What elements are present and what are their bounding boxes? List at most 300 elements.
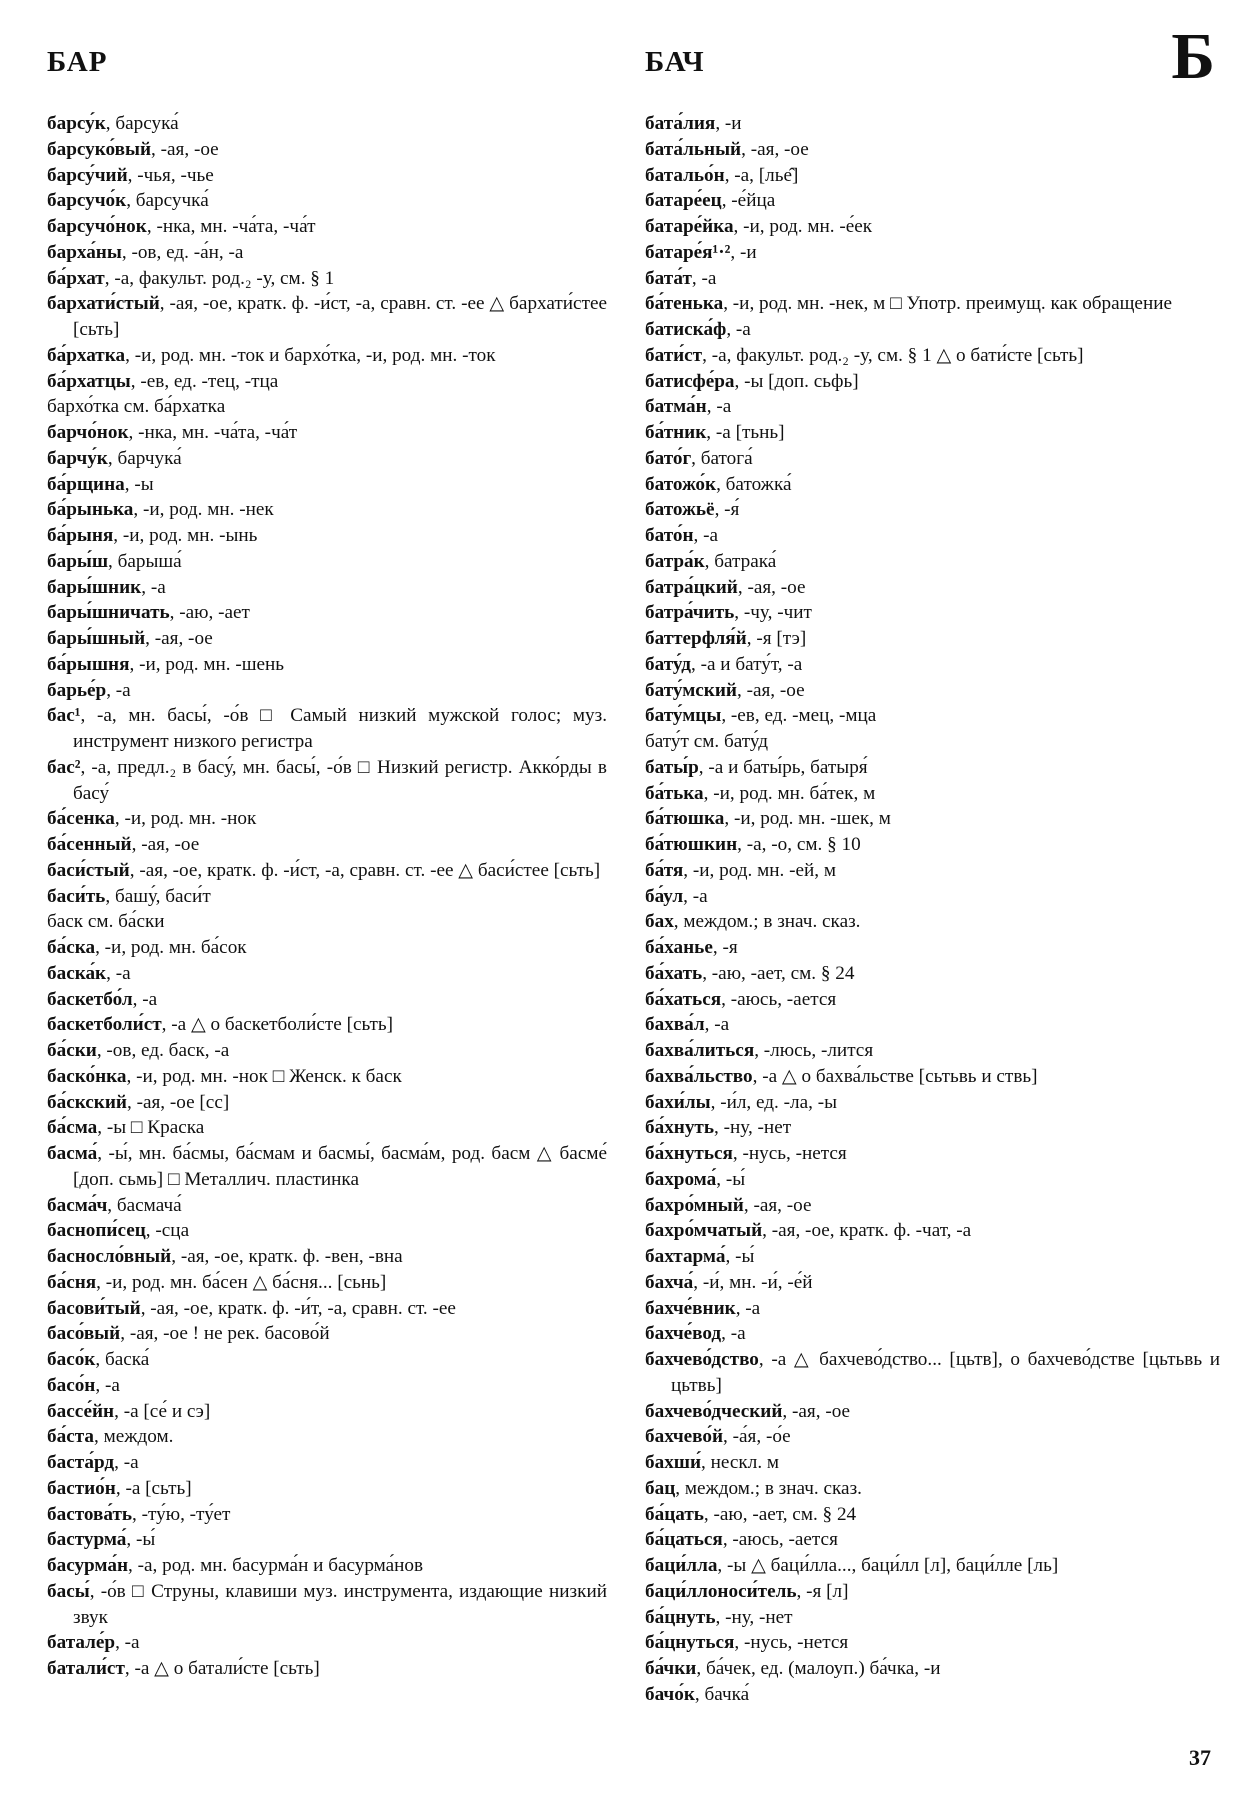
entry-body: , нескл. м bbox=[701, 1452, 780, 1473]
dictionary-entry bbox=[47, 1064, 607, 1090]
entry-body: , -и, род. мн. ба́тек, м bbox=[703, 782, 876, 804]
entry-headword: батаре́йка bbox=[645, 216, 734, 237]
dictionary-entry bbox=[645, 755, 1220, 781]
entry-body: , -а [сьть] bbox=[115, 1477, 192, 1499]
entry-body: , -ту́ю, -ту́ет bbox=[132, 1503, 231, 1525]
dictionary-entry bbox=[645, 832, 1220, 858]
dictionary-entry bbox=[645, 1012, 1220, 1038]
dictionary-entry bbox=[645, 935, 1220, 961]
entry-headword: барчо́нок bbox=[47, 422, 129, 443]
dictionary-entry bbox=[47, 1038, 607, 1064]
entry-headword: басо́вый bbox=[47, 1323, 121, 1345]
dictionary-entry bbox=[645, 961, 1220, 987]
entry-headword: бахро́мчатый bbox=[645, 1220, 763, 1242]
page-number: 37 bbox=[1189, 1745, 1211, 1770]
entry-headword: бахрома́ bbox=[645, 1168, 717, 1190]
dictionary-entry bbox=[47, 343, 607, 369]
entry-body: , -а и бату́т, -а bbox=[690, 653, 803, 675]
dictionary-entry bbox=[645, 1682, 1220, 1708]
dictionary-entry bbox=[645, 1579, 1220, 1605]
dictionary-entry bbox=[47, 1579, 607, 1631]
entry-body: , -и́, мн. -и́, -е́й bbox=[693, 1271, 813, 1293]
entry-headword: бачо́к bbox=[645, 1683, 695, 1705]
entry-headword: баско́нка bbox=[47, 1065, 127, 1087]
dictionary-entry bbox=[47, 858, 607, 884]
entry-headword: ба́ски bbox=[47, 1040, 97, 1061]
entry-body: , -и, род. мн. -ток и бархо́тка, -и, род. мн. -ток bbox=[125, 344, 496, 366]
entry-headword: бахче́вод bbox=[645, 1323, 722, 1345]
entry-body: , -а △ бахчево́дство... [цьтв], о бахчево́дстве [цьтьвь и цьтвь] bbox=[671, 1349, 1220, 1396]
entry-headword: басурма́н bbox=[47, 1555, 129, 1576]
entry-body: , -ев, ед. -мец, -мца bbox=[721, 705, 877, 727]
entry-body: , -ая, -ое bbox=[741, 138, 809, 160]
dictionary-entry bbox=[645, 884, 1220, 910]
entry-body: , -о́в □ Струны, клавиши муз. инструмента, издающие низкий звук bbox=[73, 1580, 607, 1628]
entry-headword: бары́шник bbox=[47, 576, 142, 598]
entry-body: , -а △ о батали́сте [сьть] bbox=[124, 1658, 320, 1679]
entry-body: , -а bbox=[704, 1014, 730, 1036]
entry-headword: ба́рхатка bbox=[47, 344, 126, 366]
entry-body: , -ну, -нет bbox=[715, 1606, 793, 1628]
entry-body: , -а, мн. басы́, -о́в □ Самый низкий мужской голос; муз. инструмент низкого регистра bbox=[73, 705, 607, 752]
entry-body: , -чу, -чит bbox=[734, 602, 812, 624]
entry-headword: баси́ть bbox=[47, 885, 106, 907]
entry-body: , -и, род. мн. -нек, м □ Употр. преимущ. как обращение bbox=[723, 293, 1172, 315]
entry-body: , -и, род. мн. -нок bbox=[114, 808, 257, 830]
entry-headword: ба́цаться bbox=[645, 1529, 723, 1551]
dictionary-entry bbox=[47, 987, 607, 1013]
dictionary-entry bbox=[47, 1193, 607, 1219]
entry-body: , баска́ bbox=[95, 1349, 150, 1370]
entry-body: , -и, род. мн. ба́сок bbox=[95, 937, 247, 958]
dictionary-entry bbox=[47, 1450, 607, 1476]
entry-body: , -а bbox=[721, 1323, 746, 1345]
dictionary-entry bbox=[47, 1656, 607, 1682]
entry-headword: барсу́к bbox=[47, 113, 106, 134]
entry-headword: бату́д bbox=[645, 653, 691, 675]
dictionary-entry bbox=[47, 755, 607, 807]
entry-headword: бахчево́дческий bbox=[645, 1400, 783, 1422]
dictionary-entry bbox=[47, 806, 607, 832]
entry-body: , -и́л, ед. -ла, -ы bbox=[710, 1091, 837, 1113]
entry-headword: баска́к bbox=[47, 962, 107, 984]
entry-body: , -я bbox=[712, 937, 738, 958]
entry-body: , -ая, -ое [сс] bbox=[126, 1091, 230, 1113]
entry-body: , -а, предл.₂ в басу́, мн. басы́, -о́в □ Низкий регистр. Акко́рды в басу́ bbox=[73, 756, 607, 804]
entry-headword: ба́ул bbox=[645, 885, 684, 907]
dictionary-entry bbox=[645, 987, 1220, 1013]
dictionary-entry bbox=[47, 626, 607, 652]
dictionary-entry bbox=[645, 394, 1220, 420]
entry-headword: батра́к bbox=[645, 550, 705, 572]
entry-body: , -ов, ед. баск, -а bbox=[96, 1040, 230, 1061]
entry-headword: бахши́ bbox=[645, 1452, 702, 1473]
dictionary-entry bbox=[645, 137, 1220, 163]
entry-headword: ба́сня bbox=[47, 1271, 97, 1293]
entry-body: , междом. bbox=[93, 1426, 174, 1448]
entry-body: , -ая, -ое bbox=[743, 1194, 812, 1216]
entry-headword: бастио́н bbox=[47, 1477, 116, 1499]
dictionary-entry bbox=[47, 1527, 607, 1553]
entry-body: , -аюсь, -ается bbox=[721, 988, 837, 1010]
entry-body: , батожка́ bbox=[716, 473, 792, 495]
entry-headword: батаре́я¹·² bbox=[645, 241, 731, 263]
entry-body: , междом.; в знач. сказ. bbox=[673, 911, 861, 933]
entry-body: , -ая, -ое bbox=[736, 679, 805, 701]
dictionary-entry bbox=[645, 600, 1220, 626]
dictionary-entry bbox=[47, 1502, 607, 1528]
entry-body: , -ая, -ое bbox=[782, 1400, 851, 1422]
entry-headword: ба́хать bbox=[645, 962, 703, 984]
entry-headword: батали́ст bbox=[47, 1658, 125, 1679]
entry-headword: ба́тя bbox=[645, 859, 684, 881]
entry-headword: баскетболи́ст bbox=[47, 1014, 162, 1036]
dictionary-entry bbox=[47, 291, 607, 343]
entry-headword: ба́хаться bbox=[645, 988, 722, 1010]
entry-headword: ба́скский bbox=[47, 1091, 127, 1113]
dictionary-entry bbox=[645, 1141, 1220, 1167]
dictionary-entry bbox=[47, 1399, 607, 1425]
entry-body: , барсука́ bbox=[105, 113, 179, 134]
entry-headword: бахва́л bbox=[645, 1014, 705, 1036]
entry-headword: бахчево́й bbox=[645, 1426, 724, 1448]
dictionary-entry bbox=[47, 575, 607, 601]
dictionary-entry bbox=[47, 523, 607, 549]
dictionary-entry bbox=[47, 884, 607, 910]
entry-headword: ба́цнуть bbox=[645, 1606, 716, 1628]
dictionary-entry bbox=[47, 240, 607, 266]
dictionary-entry bbox=[47, 703, 607, 755]
entry-headword: барсучо́к bbox=[47, 190, 127, 212]
entry-body: , -а △ о бахва́льстве [сьтьвь и ствь] bbox=[752, 1065, 1038, 1087]
dictionary-entry bbox=[47, 188, 607, 214]
entry-body: , -ая, -ое bbox=[145, 628, 213, 649]
dictionary-entry bbox=[47, 472, 607, 498]
entry-headword: бахче́вник bbox=[645, 1297, 736, 1319]
entry-body: , -я [л] bbox=[796, 1580, 849, 1602]
entry-body: , -я [тэ] bbox=[746, 628, 807, 649]
entry-headword: басо́к bbox=[47, 1349, 96, 1370]
entry-headword: батожьё bbox=[645, 499, 715, 521]
entry-body: , -аюсь, -ается bbox=[722, 1529, 838, 1551]
entry-body: , -ая, -ое, кратк. ф. -чат, -а bbox=[762, 1220, 972, 1242]
entry-headword: бары́шный bbox=[47, 628, 146, 649]
entry-headword: баснопи́сец bbox=[47, 1220, 146, 1242]
dictionary-entry bbox=[47, 1270, 607, 1296]
entry-headword: бата́т bbox=[645, 267, 692, 289]
dictionary-entry bbox=[645, 240, 1220, 266]
left-column bbox=[47, 111, 607, 1682]
entry-body: , -ая, -ое bbox=[737, 576, 806, 598]
dictionary-entry bbox=[47, 497, 607, 523]
dictionary-entry bbox=[47, 1373, 607, 1399]
dictionary-entry bbox=[645, 163, 1220, 189]
dictionary-entry bbox=[645, 1424, 1220, 1450]
dictionary-entry bbox=[47, 420, 607, 446]
entry-headword: бахи́лы bbox=[645, 1091, 711, 1113]
dictionary-entry bbox=[47, 369, 607, 395]
dictionary-entry bbox=[47, 1424, 607, 1450]
entry-headword: барсуко́вый bbox=[47, 138, 152, 160]
entry-body: , -нка, мн. -ча́та, -ча́т bbox=[128, 422, 298, 443]
entry-body: , -и, род. мн. -е́ек bbox=[733, 216, 873, 237]
entry-headword: ба́тник bbox=[645, 422, 707, 443]
entry-body: , -а bbox=[114, 1452, 139, 1473]
entry-headword: бах bbox=[645, 911, 674, 933]
entry-body: , -а [тьнь] bbox=[706, 422, 785, 443]
dictionary-entry bbox=[645, 1656, 1220, 1682]
entry-body: , -ая, -ое, кратк. ф. -и́т, -а, сравн. ст. -ее bbox=[140, 1297, 456, 1319]
dictionary-entry bbox=[645, 858, 1220, 884]
entry-headword: баты́р bbox=[645, 756, 699, 778]
dictionary-entry bbox=[645, 678, 1220, 704]
entry-headword: ба́ска bbox=[47, 937, 96, 958]
dictionary-entry bbox=[47, 1347, 607, 1373]
entry-body: баск см. ба́ски bbox=[47, 911, 165, 933]
entry-headword: бары́шничать bbox=[47, 602, 170, 624]
entry-body: , бачка́ bbox=[694, 1683, 750, 1705]
entry-body: , -и, род. мн. -нек bbox=[133, 499, 274, 521]
dictionary-entry bbox=[645, 1630, 1220, 1656]
dictionary-entry bbox=[645, 1502, 1220, 1528]
dictionary-entry bbox=[47, 1115, 607, 1141]
entry-body: , -ая, -ое ! не рек. басово́й bbox=[120, 1323, 330, 1345]
entry-body: , -нусь, -нется bbox=[732, 1143, 847, 1164]
entry-body: , -а́я, -о́е bbox=[723, 1426, 791, 1448]
entry-headword: ба́цнуться bbox=[645, 1632, 735, 1654]
dictionary-entry bbox=[47, 446, 607, 472]
entry-body: , -а bbox=[706, 396, 732, 418]
entry-body: , -а bbox=[726, 319, 751, 340]
entry-headword: ба́ста bbox=[47, 1426, 94, 1448]
entry-body: , -и, род. мн. -нок □ Женск. к баск bbox=[126, 1065, 402, 1087]
dictionary-entry bbox=[645, 1553, 1220, 1579]
dictionary-entry bbox=[645, 188, 1220, 214]
entry-body: , -ы □ Краска bbox=[97, 1117, 205, 1139]
entry-headword: ба́чки bbox=[645, 1658, 697, 1679]
entry-body: , -ая, -ое, кратк. ф. -и́ст, -а, сравн. ст. -ее △ бархати́стее [сьть] bbox=[73, 293, 607, 340]
entry-headword: ба́тюшка bbox=[645, 808, 725, 830]
entry-body: , -а [се́ и сэ] bbox=[114, 1400, 211, 1422]
entry-headword: ба́тюшкин bbox=[645, 834, 738, 855]
entry-body: бархо́тка см. ба́рхатка bbox=[47, 396, 226, 418]
entry-headword: басма́ bbox=[47, 1143, 98, 1164]
entry-body: , -а bbox=[141, 576, 166, 598]
entry-headword: батиска́ф bbox=[645, 319, 727, 340]
entry-headword: ба́цать bbox=[645, 1503, 704, 1525]
dictionary-entry bbox=[645, 1296, 1220, 1322]
dictionary-entry bbox=[645, 369, 1220, 395]
dictionary-entry bbox=[645, 111, 1220, 137]
dictionary-entry bbox=[47, 1321, 607, 1347]
entry-body: , -а bbox=[106, 679, 131, 701]
entry-headword: басови́тый bbox=[47, 1297, 141, 1319]
right-column bbox=[645, 111, 1220, 1708]
entry-body: , -нка, мн. -ча́та, -ча́т bbox=[146, 216, 316, 237]
entry-body: , -ы [доп. сьфь] bbox=[734, 370, 859, 392]
entry-headword: барсучо́нок bbox=[47, 216, 147, 237]
entry-headword: баци́ллоноси́тель bbox=[645, 1580, 797, 1602]
entry-headword: бату́мцы bbox=[645, 705, 722, 727]
entry-headword: бас² bbox=[47, 756, 81, 778]
entry-body: , -а bbox=[132, 988, 158, 1010]
entry-headword: батаре́ец bbox=[645, 190, 722, 212]
dictionary-entry bbox=[47, 1141, 607, 1193]
entry-headword: бахва́литься bbox=[645, 1040, 755, 1061]
entry-headword: бахва́льство bbox=[645, 1065, 753, 1087]
dictionary-entry bbox=[645, 1347, 1220, 1399]
dictionary-entry bbox=[645, 549, 1220, 575]
dictionary-entry bbox=[645, 472, 1220, 498]
dictionary-entry bbox=[47, 1090, 607, 1116]
entry-headword: бары́ш bbox=[47, 550, 109, 572]
entry-body: , -аю, -ает, см. § 24 bbox=[703, 1503, 857, 1525]
entry-body: , барчука́ bbox=[107, 447, 182, 469]
entry-body: , -люсь, -лится bbox=[754, 1040, 874, 1061]
entry-body: , -и bbox=[730, 241, 757, 263]
dictionary-entry bbox=[645, 781, 1220, 807]
entry-body: , -и, род. мн. -шек, м bbox=[724, 808, 891, 830]
entry-headword: бата́лия bbox=[645, 113, 716, 134]
entry-body: , -ая, -ое, кратк. ф. -и́ст, -а, сравн. ст. -ее △ баси́стее [сьть] bbox=[129, 859, 601, 881]
dictionary-entry bbox=[645, 497, 1220, 523]
dictionary-entry bbox=[645, 266, 1220, 292]
entry-headword: бату́мский bbox=[645, 679, 737, 701]
dictionary-entry bbox=[645, 1244, 1220, 1270]
dictionary-entry bbox=[645, 1115, 1220, 1141]
dictionary-entry bbox=[645, 729, 1220, 755]
entry-body: , батрака́ bbox=[704, 550, 777, 572]
entry-body: , -а bbox=[115, 1632, 140, 1654]
entry-headword: бахро́мный bbox=[645, 1194, 744, 1216]
entry-body: , -а, факульт. род.₂ -у, см. § 1 bbox=[104, 267, 335, 289]
dictionary-entry bbox=[47, 935, 607, 961]
entry-body: , -чья, -чье bbox=[127, 164, 214, 186]
entry-body: , -аю, -ает, см. § 24 bbox=[702, 962, 855, 984]
dictionary-entry bbox=[645, 523, 1220, 549]
entry-body: , батога́ bbox=[691, 447, 753, 469]
dictionary-entry bbox=[645, 214, 1220, 240]
dictionary-entry bbox=[47, 961, 607, 987]
entry-headword: ба́рыня bbox=[47, 525, 114, 546]
entry-headword: басносло́вный bbox=[47, 1246, 172, 1267]
dictionary-entry bbox=[47, 549, 607, 575]
entry-headword: ба́хнуться bbox=[645, 1143, 733, 1164]
entry-headword: батожо́к bbox=[645, 473, 717, 495]
entry-headword: ба́рхатцы bbox=[47, 370, 131, 392]
entry-body: бату́т см. бату́д bbox=[645, 731, 769, 752]
entry-body: , барсучка́ bbox=[126, 190, 209, 212]
entry-headword: бархати́стый bbox=[47, 293, 160, 315]
dictionary-entry bbox=[47, 1012, 607, 1038]
entry-headword: батале́р bbox=[47, 1632, 116, 1654]
dictionary-entry bbox=[47, 652, 607, 678]
entry-body: , -ая, -ое, кратк. ф. -вен, -вна bbox=[171, 1246, 403, 1267]
entry-headword: ба́сенный bbox=[47, 834, 132, 855]
dictionary-entry bbox=[47, 111, 607, 137]
entry-body: , басмача́ bbox=[107, 1194, 182, 1216]
dictionary-entry bbox=[645, 1476, 1220, 1502]
entry-body: , -ы́ bbox=[126, 1529, 156, 1551]
entry-body: , -ы́ bbox=[725, 1246, 755, 1267]
section-letter: Б bbox=[1171, 20, 1215, 93]
entry-body: , -а, [лье̂] bbox=[724, 164, 799, 186]
entry-body: , -ы △ баци́лла..., баци́лл [л], баци́лле [ль] bbox=[717, 1555, 1059, 1576]
dictionary-entry bbox=[645, 1064, 1220, 1090]
entry-headword: ба́рынька bbox=[47, 499, 134, 521]
dictionary-entry bbox=[645, 1605, 1220, 1631]
entry-body: , -е́йца bbox=[721, 190, 776, 212]
entry-headword: барчу́к bbox=[47, 447, 108, 469]
entry-body: , -а, род. мн. басурма́н и басурма́нов bbox=[128, 1555, 424, 1576]
entry-body: , -а, факульт. род.₂ -у, см. § 1 △ о бати́сте [сьть] bbox=[702, 344, 1084, 366]
entry-headword: ба́сенка bbox=[47, 808, 115, 830]
entry-body: , -я́ bbox=[714, 499, 740, 521]
entry-headword: ба́рхат bbox=[47, 267, 105, 289]
dictionary-entry bbox=[47, 1630, 607, 1656]
dictionary-entry bbox=[645, 1450, 1220, 1476]
entry-headword: барха́ны bbox=[47, 241, 122, 263]
dictionary-entry bbox=[645, 446, 1220, 472]
entry-headword: ба́сма bbox=[47, 1117, 98, 1139]
entry-headword: бахча́ bbox=[645, 1271, 694, 1293]
entry-body: , -ая, -ое bbox=[151, 138, 219, 160]
entry-body: , -и, род. мн. -ей, м bbox=[683, 859, 837, 881]
running-head-right: БАЧ bbox=[645, 46, 705, 78]
dictionary-entry bbox=[645, 626, 1220, 652]
entry-headword: ба́рышня bbox=[47, 653, 130, 675]
dictionary-entry bbox=[645, 1167, 1220, 1193]
entry-body: , -ы́, мн. ба́смы, ба́смам и басмы́, басма́м, род. басм △ басме́ [доп. сьмь] □ Металлич. пластинка bbox=[73, 1143, 607, 1190]
entry-body: , -а и баты́рь, батыря́ bbox=[698, 756, 868, 778]
dictionary-entry bbox=[47, 1476, 607, 1502]
entry-headword: баттерфля́й bbox=[645, 628, 747, 649]
dictionary-entry bbox=[47, 214, 607, 240]
dictionary-entry bbox=[47, 1296, 607, 1322]
entry-headword: барье́р bbox=[47, 679, 107, 701]
entry-body: , -ая, -ое bbox=[131, 834, 200, 855]
entry-body: , башу́, баси́т bbox=[105, 885, 211, 907]
entry-body: , барыша́ bbox=[108, 550, 182, 572]
entry-headword: ба́ханье bbox=[645, 937, 713, 958]
entry-body: , -а bbox=[683, 885, 708, 907]
dictionary-entry bbox=[645, 575, 1220, 601]
dictionary-entry bbox=[645, 1090, 1220, 1116]
entry-headword: ба́тенька bbox=[645, 293, 724, 315]
dictionary-entry bbox=[645, 1399, 1220, 1425]
dictionary-entry bbox=[47, 394, 607, 420]
dictionary-entry bbox=[47, 1553, 607, 1579]
entry-body: , -сца bbox=[145, 1220, 190, 1242]
entry-body: , -ну, -нет bbox=[714, 1117, 792, 1139]
dictionary-entry bbox=[645, 1321, 1220, 1347]
entry-body: , -аю, -ает bbox=[169, 602, 250, 624]
entry-headword: баци́лла bbox=[645, 1555, 718, 1576]
dictionary-entry bbox=[47, 137, 607, 163]
dictionary-entry bbox=[47, 266, 607, 292]
entry-headword: басма́ч bbox=[47, 1194, 108, 1216]
entry-body: , -а △ о баскетболи́сте [сьть] bbox=[161, 1014, 394, 1036]
entry-headword: батма́н bbox=[645, 396, 707, 418]
dictionary-entry bbox=[645, 420, 1220, 446]
dictionary-entry bbox=[645, 909, 1220, 935]
dictionary-entry bbox=[47, 832, 607, 858]
entry-body: , ба́чек, ед. (малоуп.) ба́чка, -и bbox=[696, 1658, 941, 1679]
dictionary-entry bbox=[645, 1193, 1220, 1219]
entry-headword: бати́ст bbox=[645, 344, 703, 366]
entry-body: , -и, род. мн. ба́сен △ ба́сня... [сьнь] bbox=[96, 1271, 387, 1293]
entry-body: , -а, -о, см. § 10 bbox=[737, 834, 861, 855]
